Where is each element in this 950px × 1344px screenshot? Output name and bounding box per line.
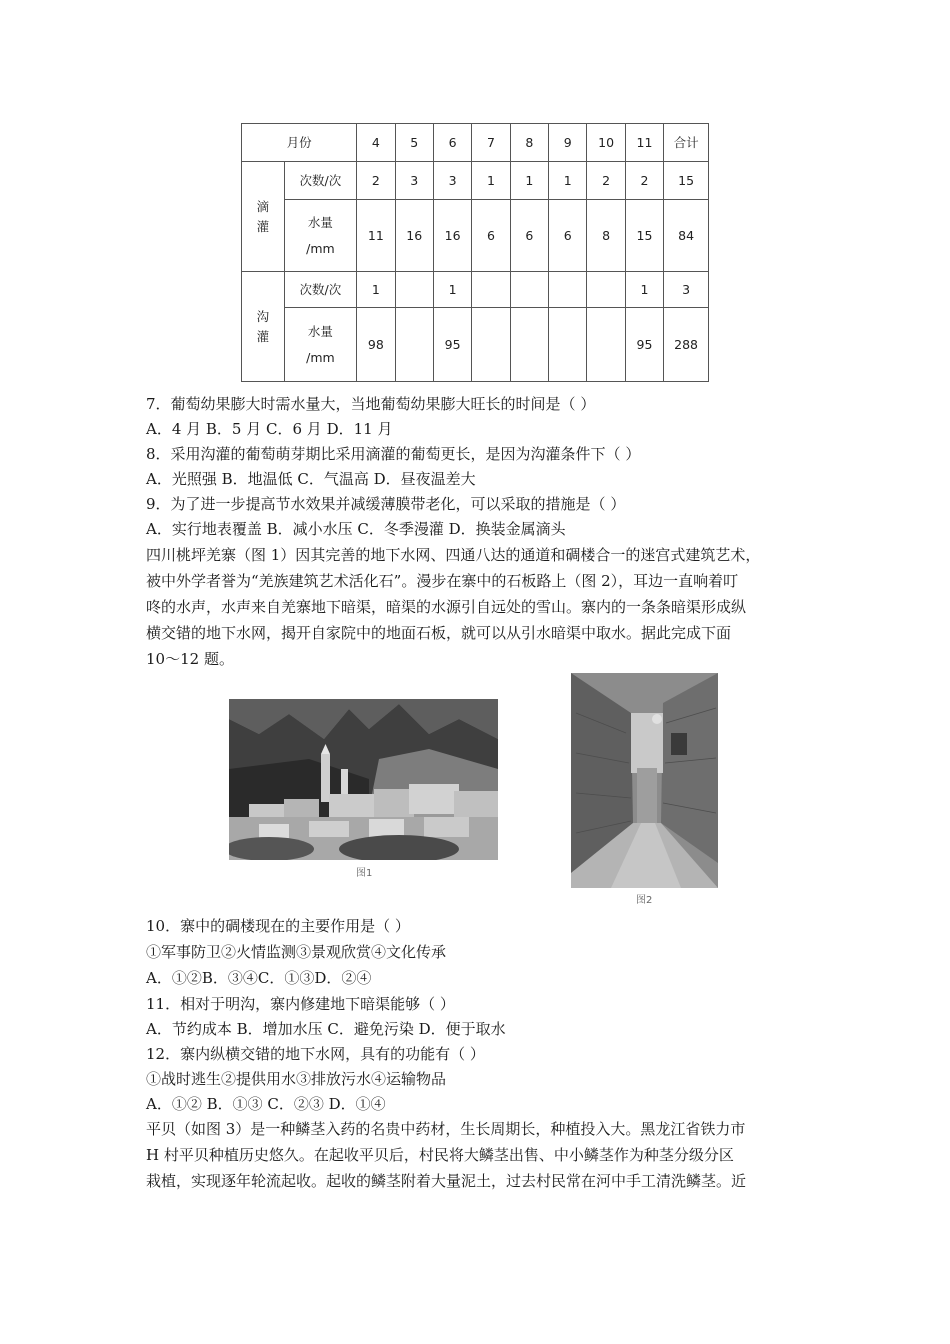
- table-row: [242, 200, 709, 272]
- table-cell: 16: [433, 200, 471, 272]
- table-cell: 2: [625, 162, 663, 200]
- table-cell: 3: [433, 162, 471, 200]
- table-cell: 3: [395, 162, 433, 200]
- table-cell: 1: [357, 272, 395, 308]
- header-month: 8: [510, 124, 548, 162]
- table-cell: 98: [357, 308, 395, 382]
- table-cell: [472, 308, 510, 382]
- passage-line: H 村平贝种植历史悠久。在起收平贝后，村民将大鳞茎出售、中小鳞茎作为种茎分级分区: [146, 1146, 734, 1164]
- irrigation-table: [241, 123, 709, 382]
- table-header-row: [242, 124, 709, 162]
- table-cell: [510, 308, 548, 382]
- table-cell: 8: [587, 200, 625, 272]
- row-label: 水量 /mm: [284, 308, 357, 382]
- question-10-statements: ①军事防卫②火情监测③景观欣赏④文化传承: [146, 943, 447, 961]
- passage-line: 栽植，实现逐年轮流起收。起收的鳞茎附着大量泥土，过去村民常在河中手工清洗鳞茎。近: [146, 1172, 747, 1190]
- passage-line: 平贝（如图 3）是一种鳞茎入药的名贵中药材，生长周期长，种植投入大。黑龙江省铁力市: [146, 1120, 746, 1138]
- question-7: 7．葡萄幼果膨大时需水量大，当地葡萄幼果膨大旺长的时间是（ ）: [146, 395, 596, 413]
- figure-1-caption: 图1: [356, 868, 373, 879]
- table-cell: 2: [587, 162, 625, 200]
- figure-2-alley-photo: [571, 673, 718, 888]
- figure-2-caption: 图2: [636, 895, 653, 906]
- header-month: 7: [472, 124, 510, 162]
- table-cell-total: 15: [664, 162, 709, 200]
- table-cell: [472, 272, 510, 308]
- question-9-options: A．实行地表覆盖 B．减小水压 C．冬季漫灌 D．换装金属滴头: [146, 520, 566, 538]
- header-month: 11: [625, 124, 663, 162]
- table-cell: [549, 308, 587, 382]
- passage-line: 被中外学者誉为“羌族建筑艺术活化石”。漫步在寨中的石板路上（图 2），耳边一直响着叮: [146, 572, 739, 590]
- header-month: 9: [549, 124, 587, 162]
- passage-line: 咚的水声，水声来自羌寨地下暗渠，暗渠的水源引自远处的雪山。寨内的一条条暗渠形成纵: [146, 598, 747, 616]
- table-cell: 95: [433, 308, 471, 382]
- question-7-options: A．4 月 B．5 月 C．6 月 D．11 月: [146, 420, 393, 438]
- row-label: 次数/次: [284, 162, 357, 200]
- question-9: 9．为了进一步提高节水效果并减缓薄膜带老化，可以采取的措施是（ ）: [146, 495, 626, 513]
- table-cell: [395, 308, 433, 382]
- table-cell: 16: [395, 200, 433, 272]
- table-cell: 95: [625, 308, 663, 382]
- table-cell: [549, 272, 587, 308]
- question-12-statements: ①战时逃生②提供用水③排放污水④运输物品: [146, 1070, 447, 1088]
- header-total: 合计: [664, 124, 709, 162]
- table-cell: 15: [625, 200, 663, 272]
- table-cell-total: 84: [664, 200, 709, 272]
- table-cell: [587, 308, 625, 382]
- question-12-options: A．①② B．①③ C．②③ D．①④: [146, 1095, 386, 1113]
- header-month: 6: [433, 124, 471, 162]
- header-month: 5: [395, 124, 433, 162]
- table-cell: 1: [433, 272, 471, 308]
- header-month: 4: [357, 124, 395, 162]
- header-month: 10: [587, 124, 625, 162]
- row-label: 水量 /mm: [284, 200, 357, 272]
- table-cell: 6: [510, 200, 548, 272]
- question-8-options: A．光照强 B．地温低 C．气温高 D．昼夜温差大: [146, 470, 476, 488]
- table-row: [242, 162, 709, 200]
- table-cell: 1: [625, 272, 663, 308]
- passage-line: 四川桃坪羌寨（图 1）因其完善的地下水网、四通八达的通道和碉楼合一的迷宫式建筑艺术，: [146, 546, 761, 564]
- passage-line: 10～12 题。: [146, 650, 234, 668]
- table-row: [242, 272, 709, 308]
- table-cell: 1: [549, 162, 587, 200]
- question-11-options: A．节约成本 B．增加水压 C．避免污染 D．便于取水: [146, 1020, 506, 1038]
- passage-line: 横交错的地下水网，揭开自家院中的地面石板，就可以从引水暗渠中取水。据此完成下面: [146, 624, 732, 642]
- group-label-furrow: 沟 灌: [242, 272, 285, 382]
- question-12: 12．寨内纵横交错的地下水网，具有的功能有（ ）: [146, 1045, 485, 1063]
- table-cell: [510, 272, 548, 308]
- table-cell: 2: [357, 162, 395, 200]
- table-cell: [587, 272, 625, 308]
- figure-1-village-photo: [229, 699, 498, 860]
- row-label: 次数/次: [284, 272, 357, 308]
- table-cell-total: 3: [664, 272, 709, 308]
- question-10: 10．寨中的碉楼现在的主要作用是（ ）: [146, 917, 410, 935]
- question-11: 11．相对于明沟，寨内修建地下暗渠能够（ ）: [146, 995, 455, 1013]
- table-cell: [395, 272, 433, 308]
- table-cell: 6: [472, 200, 510, 272]
- table-cell: 6: [549, 200, 587, 272]
- question-10-options: A．①②B．③④C．①③D．②④: [146, 969, 372, 987]
- group-label-drip: 滴 灌: [242, 162, 285, 272]
- table-cell: 11: [357, 200, 395, 272]
- table-cell: 1: [510, 162, 548, 200]
- table-cell: 1: [472, 162, 510, 200]
- question-8: 8．采用沟灌的葡萄萌芽期比采用滴灌的葡萄更长，是因为沟灌条件下（ ）: [146, 445, 641, 463]
- header-month-label: 月份: [242, 124, 357, 162]
- table-row: [242, 308, 709, 382]
- table-cell-total: 288: [664, 308, 709, 382]
